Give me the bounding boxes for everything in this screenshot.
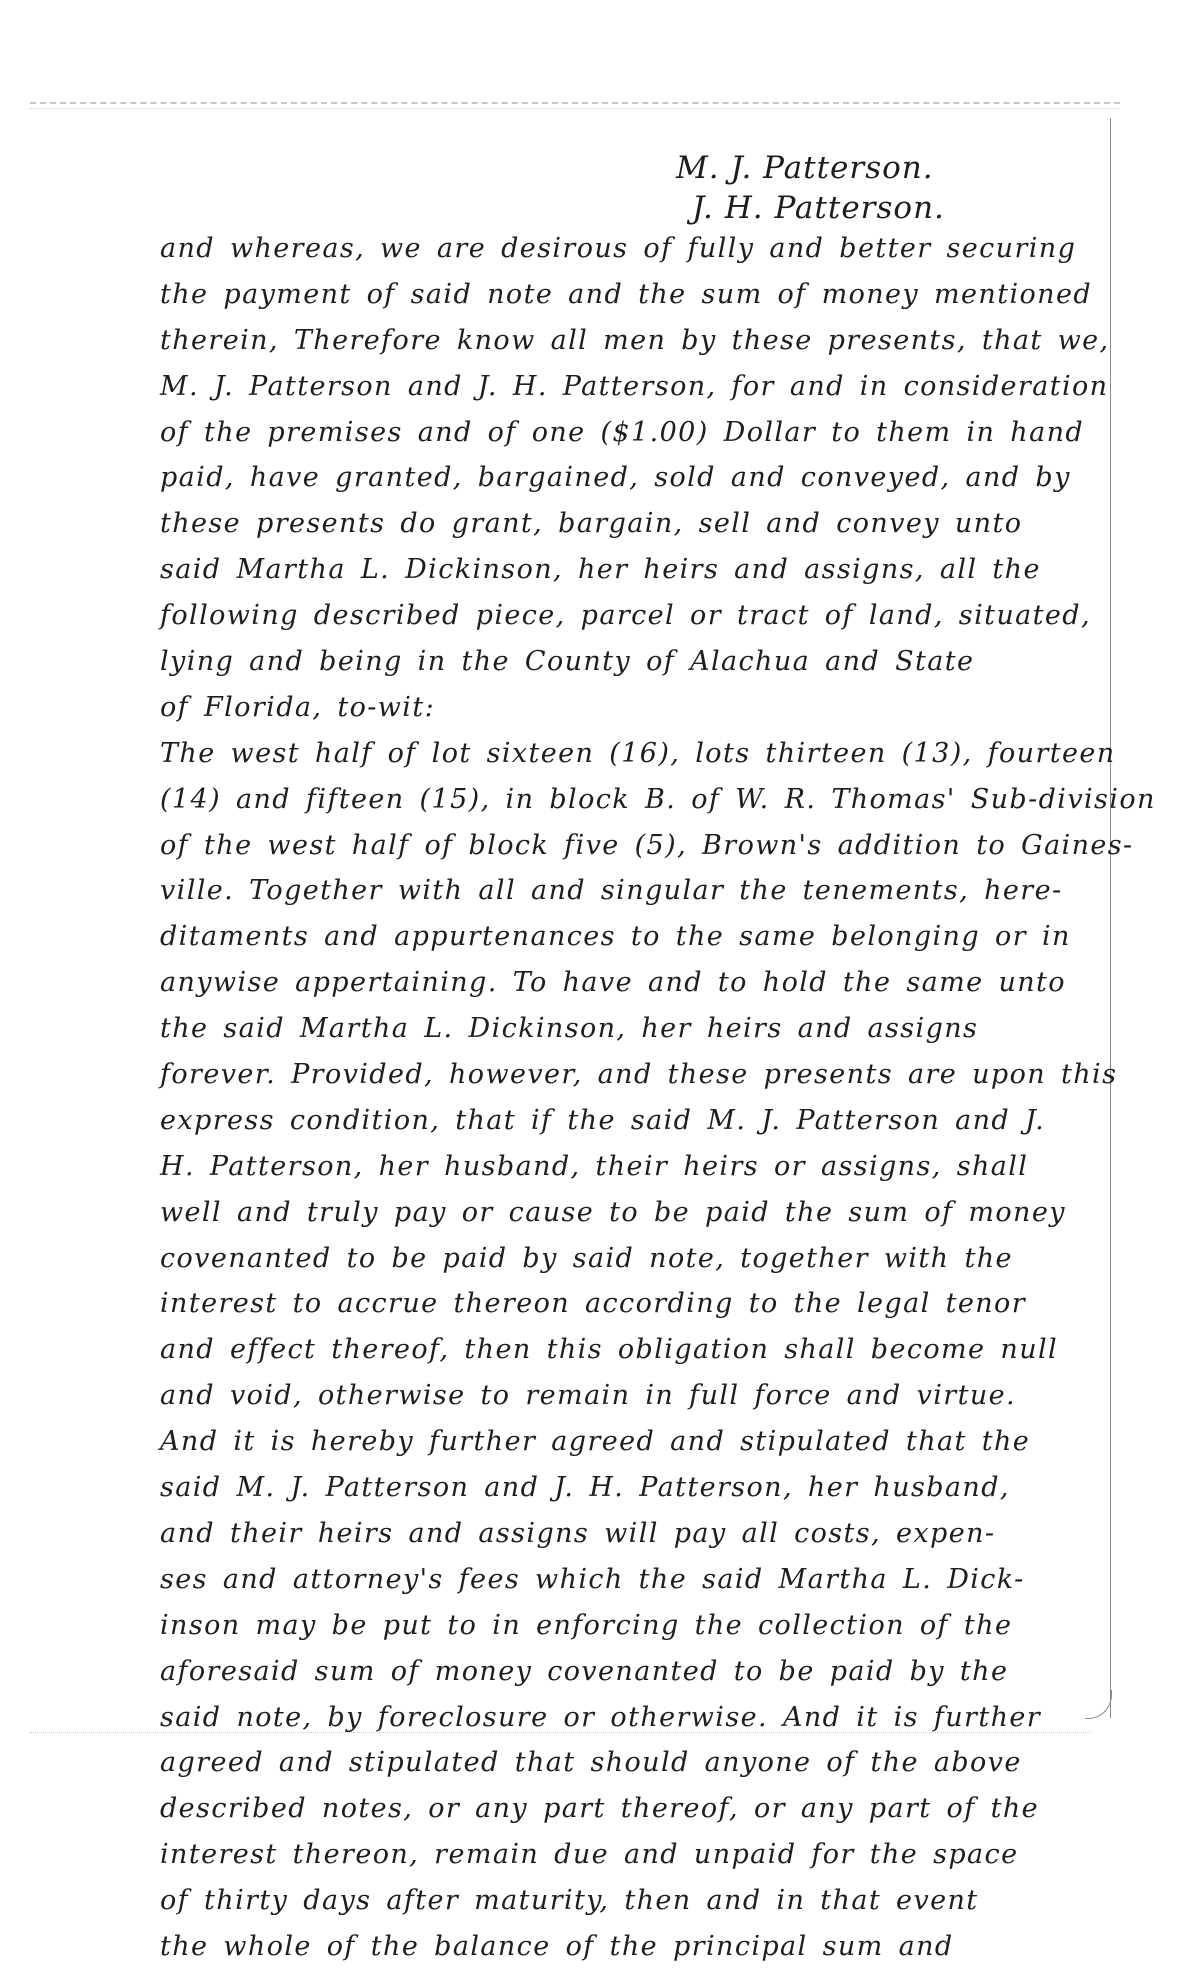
- text-line: ses and attorney's fees which the said Martha L. Dick-: [160, 1563, 1025, 1595]
- text-line: the said Martha L. Dickinson, her heirs and assigns: [160, 1013, 979, 1045]
- text-line: inson may be put to in enforcing the collection of the: [160, 1609, 1013, 1641]
- scan-top-rule-faint: [30, 108, 1120, 109]
- text-line: The west half of lot sixteen (16), lots thirteen (13), fourteen: [160, 737, 1116, 769]
- text-line: ditaments and appurtenances to the same belonging or in: [160, 921, 1071, 953]
- text-line: of Florida, to-wit:: [160, 691, 436, 723]
- text-line: said M. J. Patterson and J. H. Patterson, her husband,: [160, 1472, 1010, 1504]
- text-line: And it is hereby further agreed and stipulated that the: [160, 1426, 1031, 1458]
- text-line: and their heirs and assigns will pay all costs, expen-: [160, 1517, 996, 1549]
- text-line: aforesaid sum of money covenanted to be paid by the: [160, 1655, 1009, 1687]
- text-line: well and truly pay or cause to be paid the sum of money: [160, 1196, 1066, 1228]
- text-line: forever. Provided, however, and these presents are upon this: [160, 1059, 1118, 1091]
- text-line: said note, by foreclosure or otherwise. And it is further: [160, 1701, 1042, 1733]
- text-line: following described piece, parcel or tract of land, situated,: [160, 600, 1091, 632]
- text-line: therein, Therefore know all men by these presents, that we,: [160, 324, 1110, 356]
- text-line: of the west half of block five (5), Brown's addition to Gaines-: [160, 829, 1134, 861]
- text-line: M. J. Patterson and J. H. Patterson, for and in consideration: [160, 370, 1109, 402]
- text-line: interest to accrue thereon according to the legal tenor: [160, 1288, 1026, 1320]
- text-line: and whereas, we are desirous of fully and better securing: [160, 233, 1077, 264]
- text-line: of thirty days after maturity, then and in that event: [160, 1885, 979, 1917]
- scan-top-rule: [30, 102, 1120, 104]
- text-line: described notes, or any part thereof, or any part of the: [160, 1793, 1039, 1825]
- text-line: covenanted to be paid by said note, together with the: [160, 1242, 1013, 1274]
- text-line: (14) and fifteen (15), in block B. of W. R. Thomas' Sub-division: [160, 783, 1156, 815]
- text-line: express condition, that if the said M. J. Patterson and J.: [160, 1104, 1046, 1136]
- signature-j-h-patterson: J. H. Patterson.: [692, 190, 945, 226]
- text-line: anywise appertaining. To have and to hold the same unto: [160, 967, 1066, 999]
- text-line: said Martha L. Dickinson, her heirs and assigns, all the: [160, 554, 1041, 586]
- text-line: and effect thereof, then this obligation shall become null: [160, 1334, 1059, 1366]
- page-right-edge: [1110, 118, 1111, 1718]
- text-line: and void, otherwise to remain in full force and virtue.: [160, 1380, 1016, 1412]
- text-line: interest thereon, remain due and unpaid for the space: [160, 1839, 1019, 1871]
- deed-body-text: [160, 226, 1156, 1970]
- text-line: these presents do grant, bargain, sell and convey unto: [160, 508, 1023, 540]
- text-line: lying and being in the County of Alachua and State: [160, 646, 975, 678]
- text-line: of the premises and of one ($1.00) Dollar to them in hand: [160, 416, 1085, 448]
- signature-m-j-patterson: M. J. Patterson.: [676, 150, 934, 186]
- text-line: the whole of the balance of the principal sum and: [160, 1930, 954, 1962]
- text-line: H. Patterson, her husband, their heirs or assigns, shall: [160, 1150, 1029, 1182]
- text-line: ville. Together with all and singular the tenements, here-: [160, 875, 1063, 907]
- text-line: agreed and stipulated that should anyone of the above: [160, 1747, 1022, 1779]
- text-line: paid, have granted, bargained, sold and conveyed, and by: [160, 462, 1071, 494]
- text-line: the payment of said note and the sum of money mentioned: [160, 278, 1093, 310]
